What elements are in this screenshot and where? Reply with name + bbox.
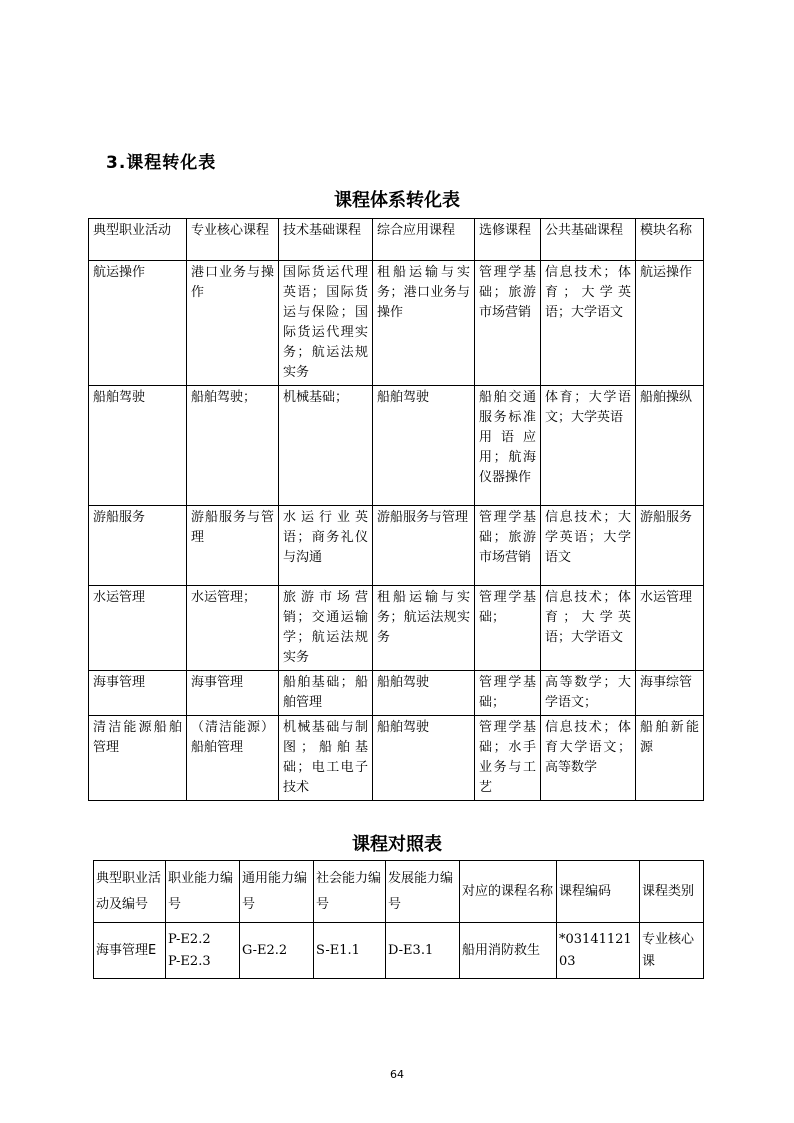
section-title: 3.课程转化表 bbox=[106, 153, 217, 173]
table-cell: 管理学基础；旅游市场营销 bbox=[475, 261, 541, 386]
table-cell: 管理学基础；旅游市场营销 bbox=[475, 506, 541, 586]
table-row bbox=[89, 261, 704, 386]
course-system-table bbox=[88, 218, 704, 801]
table-cell: 船舶驾驶； bbox=[187, 386, 279, 506]
table-cell: 管理学基础； bbox=[475, 671, 541, 716]
table-cell: 水运管理 bbox=[89, 586, 187, 671]
table-header-cell: 典型职业活动及编号 bbox=[94, 861, 166, 923]
table-cell: 船舶操纵 bbox=[636, 386, 704, 506]
table-row bbox=[89, 716, 704, 801]
table-header-cell: 对应的课程名称 bbox=[460, 861, 557, 923]
cell-text: 海事管理E bbox=[96, 942, 157, 958]
course-comparison-table bbox=[93, 860, 704, 979]
table-cell: 水运管理； bbox=[187, 586, 279, 671]
table-cell: 航运操作 bbox=[89, 261, 187, 386]
table-cell: 船舶驾驶 bbox=[373, 386, 475, 506]
page-number: 64 bbox=[390, 1068, 404, 1081]
table-cell: 国际货运代理英语；国际货运与保险；国际货运代理实务；航运法规实务 bbox=[279, 261, 373, 386]
table-header-cell: 通用能力编号 bbox=[240, 861, 314, 923]
table-cell: 综合应用课程 bbox=[373, 219, 475, 261]
table-cell: 管理学基础；水手业务与工艺 bbox=[475, 716, 541, 801]
table-cell: 公共基础课程 bbox=[541, 219, 636, 261]
table-row bbox=[89, 506, 704, 586]
cell-text: P-E2.2 bbox=[168, 931, 211, 947]
table-row bbox=[94, 923, 704, 979]
table-cell: 游船服务 bbox=[89, 506, 187, 586]
table-row bbox=[89, 671, 704, 716]
table-cell bbox=[460, 923, 557, 979]
table-cell: 游船服务与管理 bbox=[373, 506, 475, 586]
table-cell: 船舶驾驶 bbox=[89, 386, 187, 506]
table-cell: 水运管理 bbox=[636, 586, 704, 671]
course-comparison-table-title: 课程对照表 bbox=[352, 834, 442, 855]
table-cell bbox=[557, 923, 640, 979]
cell-text: 专业核心课 bbox=[642, 931, 695, 969]
table-cell bbox=[240, 923, 314, 979]
table-cell: 租船运输与实务；港口业务与操作 bbox=[373, 261, 475, 386]
table-header-row bbox=[89, 219, 704, 261]
table-cell: 选修课程 bbox=[475, 219, 541, 261]
course-system-table-title: 课程体系转化表 bbox=[334, 190, 460, 211]
table-cell: 专业核心课程 bbox=[187, 219, 279, 261]
table-cell: 高等数学；大学语文； bbox=[541, 671, 636, 716]
table-row bbox=[89, 386, 704, 506]
table-cell: 船舶新能源 bbox=[636, 716, 704, 801]
table-cell bbox=[386, 923, 460, 979]
table-cell: 模块名称 bbox=[636, 219, 704, 261]
table-cell: 航运操作 bbox=[636, 261, 704, 386]
table-cell: 机械基础与制图；船舶基础；电工电子技术 bbox=[279, 716, 373, 801]
table-cell: 机械基础； bbox=[279, 386, 373, 506]
cell-text: G-E2.2 bbox=[242, 942, 288, 958]
table-cell: 管理学基础； bbox=[475, 586, 541, 671]
table-header-row bbox=[94, 861, 704, 923]
table-header-cell: 发展能力编号 bbox=[386, 861, 460, 923]
table-cell bbox=[314, 923, 386, 979]
table-cell: 技术基础课程 bbox=[279, 219, 373, 261]
cell-text: *0314112103 bbox=[559, 931, 632, 969]
table-cell: 典型职业活动 bbox=[89, 219, 187, 261]
table-cell bbox=[94, 923, 166, 979]
table-cell bbox=[166, 923, 240, 979]
table-cell: 信息技术；体育大学语文；高等数学 bbox=[541, 716, 636, 801]
table-header-cell: 职业能力编号 bbox=[166, 861, 240, 923]
table-cell: 海事管理 bbox=[187, 671, 279, 716]
table-cell: 海事管理 bbox=[89, 671, 187, 716]
table-cell: 水运行业英语；商务礼仪与沟通 bbox=[279, 506, 373, 586]
table-cell: 海事综管 bbox=[636, 671, 704, 716]
table-cell: 体育；大学语文；大学英语 bbox=[541, 386, 636, 506]
table-cell: 船舶驾驶 bbox=[373, 716, 475, 801]
table-cell: （清洁能源）船舶管理 bbox=[187, 716, 279, 801]
cell-text: P-E2.3 bbox=[168, 953, 211, 969]
table-cell: 旅游市场营销；交通运输学；航运法规实务 bbox=[279, 586, 373, 671]
cell-text: S-E1.1 bbox=[316, 942, 360, 958]
table-cell: 船舶交通服务标准用语应用；航海仪器操作 bbox=[475, 386, 541, 506]
table-header-cell: 社会能力编号 bbox=[314, 861, 386, 923]
table-header-cell: 课程类别 bbox=[640, 861, 704, 923]
table-row bbox=[89, 586, 704, 671]
table-header-cell: 课程编码 bbox=[557, 861, 640, 923]
cell-text: D-E3.1 bbox=[388, 942, 434, 958]
table-cell: 港口业务与操作 bbox=[187, 261, 279, 386]
table-cell: 船舶驾驶 bbox=[373, 671, 475, 716]
table-cell: 信息技术；大学英语；大学语文 bbox=[541, 506, 636, 586]
table-cell: 游船服务与管理 bbox=[187, 506, 279, 586]
table-cell: 信息技术；体育；大学英语；大学语文 bbox=[541, 586, 636, 671]
table-cell: 船舶基础；船舶管理 bbox=[279, 671, 373, 716]
table-cell bbox=[640, 923, 704, 979]
table-cell: 游船服务 bbox=[636, 506, 704, 586]
cell-text: 船用消防救生 bbox=[462, 942, 541, 958]
table-cell: 清洁能源船舶管理 bbox=[89, 716, 187, 801]
table-cell: 信息技术；体育；大学英语；大学语文 bbox=[541, 261, 636, 386]
table-cell: 租船运输与实务；航运法规实务 bbox=[373, 586, 475, 671]
